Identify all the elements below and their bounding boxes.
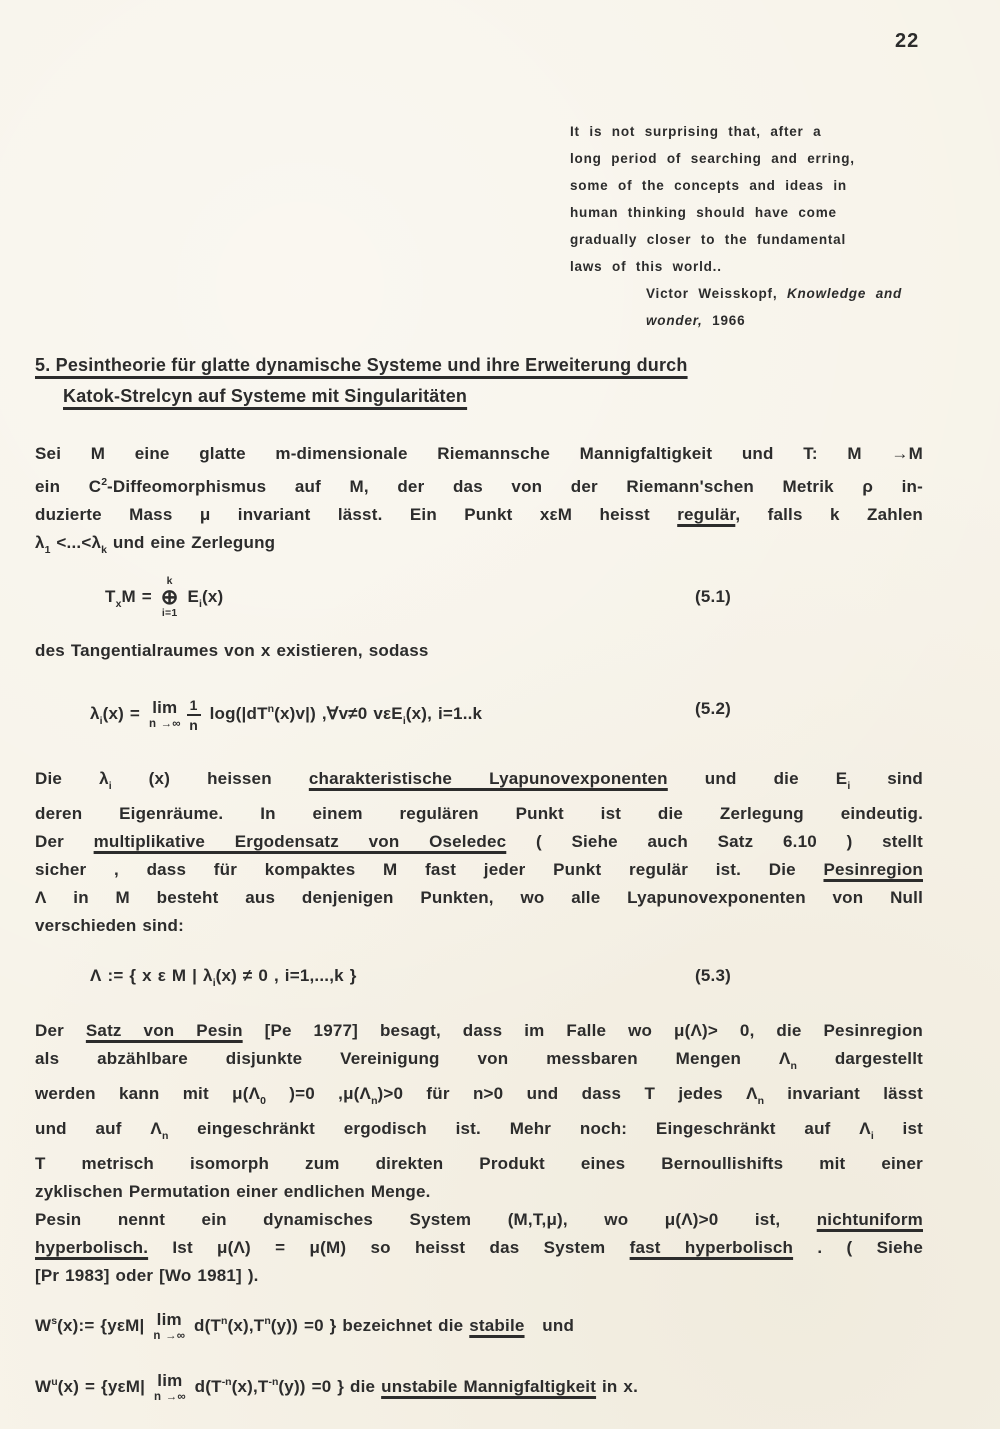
- quote-line: human thinking should have come: [570, 205, 837, 220]
- text-segment: Satz von Pesin: [85, 1021, 243, 1040]
- text-segment: λ: [35, 533, 45, 552]
- text-line: [35, 1045, 923, 1080]
- text-segment: i: [199, 598, 202, 610]
- text-line: [35, 1178, 923, 1206]
- text-segment: n: [267, 703, 275, 715]
- text-segment: [Pe 1977] besagt, dass im Falle wo μ(Λ)> 0, die Pesinregion: [242, 1021, 924, 1040]
- text-segment: M =: [121, 587, 158, 606]
- formula-line: [35, 574, 923, 627]
- text-segment: unstabile Mannigfaltigkeit: [381, 1377, 597, 1396]
- text-segment: (x),T: [227, 1316, 265, 1335]
- text-segment: Pesinregion: [823, 860, 923, 879]
- text-segment: log(|dT: [203, 704, 268, 723]
- text-segment: verschieden sind:: [35, 916, 184, 935]
- text-segment: (x) ≠ 0 , i=1,...,k }: [215, 966, 357, 985]
- limit-word: lim: [152, 697, 178, 717]
- text-segment: Der: [35, 832, 94, 851]
- text-segment: 0: [260, 1095, 266, 1107]
- text-line: [35, 1017, 923, 1045]
- limit-construct: [154, 1372, 186, 1404]
- text-segment: . ( Siehe: [793, 1238, 923, 1257]
- text-segment: , falls k Zahlen: [735, 505, 923, 524]
- text-segment: hyperbolisch.: [35, 1238, 149, 1257]
- text-line: [35, 1115, 923, 1150]
- text-segment: fast hyperbolisch: [629, 1238, 794, 1257]
- text-segment: n: [790, 1060, 797, 1072]
- equation-stable-manifold: [35, 1304, 923, 1343]
- text-segment: (x):= {yεM|: [57, 1316, 151, 1335]
- text-segment: Ist μ(Λ) = μ(M) so heisst das System: [148, 1238, 630, 1257]
- equation-number: (5.2): [695, 699, 731, 718]
- text-segment: i: [847, 780, 851, 792]
- text-segment: Pesin nennt ein dynamisches System (M,T,μ), wo μ(Λ)>0 ist,: [35, 1210, 817, 1229]
- text-segment: zyklischen Permutation einer endlichen Menge.: [35, 1182, 431, 1201]
- text-segment: (x)v|) ,∀v≠0 vεE: [274, 704, 403, 723]
- text-segment: (y)) =0 } die: [278, 1377, 382, 1396]
- text-segment: (x) =: [102, 704, 146, 723]
- quote-line: gradually closer to the fundamental: [570, 232, 847, 247]
- text-segment: und eine Zerlegung: [106, 533, 276, 552]
- quote-line: laws of this world..: [570, 259, 722, 274]
- text-segment: Der: [35, 1021, 86, 1040]
- text-segment: x: [115, 598, 122, 610]
- text-segment: ein C: [35, 477, 102, 496]
- equation-number: (5.1): [695, 587, 731, 606]
- quote-attribution-line2: [570, 307, 923, 334]
- section-heading: [35, 350, 923, 412]
- text-segment: d(T: [188, 1316, 222, 1335]
- text-segment: n: [161, 1130, 169, 1142]
- text-segment: )=0 ,μ(Λ: [265, 1084, 372, 1103]
- text-segment: sind: [850, 769, 924, 788]
- text-line: [35, 1150, 923, 1178]
- quote-line: It is not surprising that, after a: [570, 124, 822, 139]
- text-segment: (y)) =0 } bezeichnet die: [270, 1316, 470, 1335]
- attribution-work-title: Knowledge and: [786, 286, 903, 301]
- limit-under: n →∞: [153, 1329, 186, 1342]
- text-segment: (x): [201, 587, 224, 606]
- paragraph-intro: [35, 440, 923, 564]
- text-segment: ist: [873, 1119, 923, 1138]
- text-segment: i: [402, 715, 406, 727]
- text-line: [35, 1262, 923, 1290]
- fraction: [187, 698, 201, 732]
- text-line: [35, 501, 923, 529]
- attribution-author: Victor Weisskopf,: [646, 286, 787, 301]
- text-segment: -Diffeomorphismus auf M, der das von der Riemann'schen Metrik ρ in-: [107, 477, 924, 496]
- text-segment: 2: [101, 476, 108, 488]
- text-segment: des Tangentialraumes von x existieren, sodass: [35, 641, 429, 660]
- text-segment: invariant lässt: [764, 1084, 923, 1103]
- text-segment: Λ in M besteht aus denjenigen Punkten, wo alle Lyapunovexponenten von Null: [35, 888, 923, 907]
- text-segment: sicher , dass für kompaktes M fast jeder Punkt regulär ist. Die: [35, 860, 824, 879]
- text-segment: T metrisch isomorph zum direkten Produkt eines Bernoullishifts mit einer: [35, 1154, 923, 1173]
- text-line: [35, 1206, 923, 1234]
- fraction-denominator: n: [189, 716, 199, 733]
- text-segment: deren Eigenräume. In einem regulären Punkt ist die Zerlegung eindeutig.: [35, 804, 923, 823]
- bigop-lower: i=1: [161, 607, 178, 620]
- bigop-upper: k: [166, 575, 173, 588]
- text-segment: -n: [268, 1376, 279, 1388]
- text-segment: i: [870, 1130, 874, 1142]
- text-segment: n: [221, 1315, 228, 1327]
- text-segment: <...<λ: [50, 533, 102, 552]
- text-segment: eingeschränkt ergodisch ist. Mehr noch: Eingeschränkt auf Λ: [168, 1119, 871, 1138]
- text-segment: n: [264, 1315, 271, 1327]
- text-segment: i: [108, 780, 112, 792]
- limit-construct: [153, 1311, 185, 1343]
- text-segment: (x) heissen: [111, 769, 309, 788]
- text-line: [35, 1080, 923, 1115]
- text-segment: ( Siehe auch Satz 6.10 ) stellt: [506, 832, 923, 851]
- equation-5-2: [35, 687, 923, 743]
- formula-line: [35, 1365, 923, 1404]
- text-segment: λ: [90, 704, 100, 723]
- formula-line: [35, 1304, 923, 1343]
- direct-sum-operator: [161, 576, 179, 619]
- text-segment: n: [757, 1095, 765, 1107]
- text-segment: und die E: [667, 769, 848, 788]
- text-segment: W: [35, 1316, 52, 1335]
- text-segment: Die λ: [35, 769, 109, 788]
- equation-number: (5.3): [695, 966, 731, 985]
- text-line: [35, 856, 923, 884]
- quote-attribution: [570, 280, 923, 307]
- document-body: [35, 440, 923, 1404]
- epigraph-quote: [570, 0, 923, 334]
- text-line: [35, 765, 923, 800]
- section-heading-line2: [35, 381, 923, 412]
- text-segment: als abzählbare disjunkte Vereinigung von messbaren Mengen Λ: [35, 1049, 791, 1068]
- text-segment: charakteristische Lyapunovexponenten: [308, 769, 668, 788]
- page-number: 22: [895, 30, 920, 52]
- text-line: [35, 637, 923, 665]
- text-line: [35, 529, 923, 564]
- line-tangent-space: [35, 637, 923, 665]
- limit-under: n →∞: [148, 717, 181, 730]
- section-heading-line1: [35, 350, 923, 381]
- equation-5-3: [35, 962, 923, 997]
- text-segment: T: [105, 587, 116, 606]
- text-segment: E: [181, 587, 200, 606]
- text-segment: n: [371, 1095, 378, 1107]
- fraction-numerator: 1: [187, 698, 201, 716]
- formula-line: [35, 962, 923, 997]
- text-segment: stabile: [469, 1316, 525, 1335]
- equation-unstable-manifold: [35, 1365, 923, 1404]
- text-segment: duzierte Mass μ invariant lässt. Ein Punkt xεM heisst: [35, 505, 678, 524]
- text-segment: Λ := { x ε M | λ: [90, 966, 213, 985]
- text-segment: W: [35, 1377, 52, 1396]
- text-segment: nichtuniform: [816, 1210, 923, 1229]
- text-segment: Sei M eine glatte m-dimensionale Riemannsche Mannigfaltigkeit und T: M →M: [35, 444, 923, 463]
- text-line: [35, 912, 923, 940]
- text-line: [35, 1234, 923, 1262]
- heading-text: 5. Pesintheorie für glatte dynamische Systeme und ihre Erweiterung durch: [35, 355, 688, 375]
- attribution-year: 1966: [712, 313, 746, 328]
- quote-line: some of the concepts and ideas in: [570, 178, 847, 193]
- text-segment: )>0 für n>0 und dass T jedes Λ: [377, 1084, 758, 1103]
- text-segment: i: [99, 715, 103, 727]
- heading-text: Katok-Strelcyn auf Systeme mit Singularitäten: [63, 386, 468, 406]
- text-segment: multiplikative Ergodensatz von Oseledec: [93, 832, 507, 851]
- text-segment: (x), i=1..k: [405, 704, 483, 723]
- text-segment: [Pr 1983] oder [Wo 1981] ).: [35, 1266, 259, 1285]
- formula-line: [35, 687, 923, 743]
- text-line: [35, 800, 923, 828]
- text-segment: -n: [221, 1376, 232, 1388]
- attribution-work-title-cont: wonder,: [646, 313, 713, 328]
- text-line: [35, 468, 923, 501]
- text-segment: d(T: [188, 1377, 222, 1396]
- text-segment: (x) = {yεM|: [57, 1377, 152, 1396]
- quote-line: long period of searching and erring,: [570, 151, 855, 166]
- text-segment: und: [524, 1316, 575, 1335]
- limit-word: lim: [156, 1309, 182, 1329]
- limit-word: lim: [157, 1370, 183, 1390]
- text-segment: u: [51, 1376, 58, 1388]
- text-segment: k: [101, 544, 107, 556]
- text-line: [35, 440, 923, 468]
- text-segment: und auf Λ: [35, 1119, 162, 1138]
- paragraph-pesin-theorem: [35, 1017, 923, 1290]
- text-segment: i: [212, 977, 216, 989]
- text-line: [35, 828, 923, 856]
- text-segment: (x),T: [231, 1377, 269, 1396]
- text-segment: 1: [44, 544, 51, 556]
- bigop-symbol: ⊕: [160, 585, 179, 609]
- text-segment: dargestellt: [796, 1049, 923, 1068]
- text-segment: werden kann mit μ(Λ: [35, 1084, 261, 1103]
- text-segment: regulär: [677, 505, 736, 524]
- limit-under: n →∞: [154, 1390, 186, 1403]
- text-segment: s: [51, 1315, 58, 1327]
- text-segment: in x.: [596, 1377, 639, 1396]
- text-line: [35, 884, 923, 912]
- limit-construct: [149, 699, 181, 731]
- equation-5-1: [35, 574, 923, 627]
- paragraph-lyapunov: [35, 765, 923, 940]
